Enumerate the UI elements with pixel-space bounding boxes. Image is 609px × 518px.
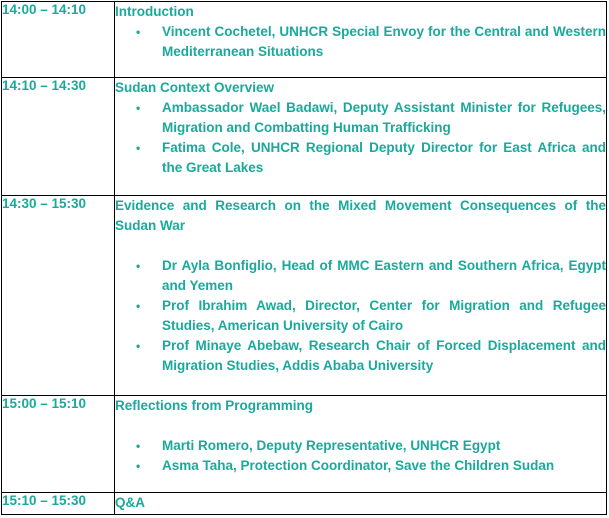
agenda-time: 15:10 – 15:30 [2, 493, 115, 515]
agenda-time: 14:10 – 14:30 [2, 78, 115, 196]
speaker-text: Fatima Cole, UNHCR Regional Deputy Director for East Africa and the Great Lakes [162, 140, 606, 175]
agenda-session [115, 196, 607, 396]
speaker-text: Asma Taha, Protection Coordinator, Save the Children Sudan [162, 458, 555, 473]
session-title: Introduction [115, 4, 194, 19]
session-title: Reflections from Programming [115, 398, 314, 413]
bullet-icon: • [136, 299, 141, 313]
agenda-row [2, 396, 607, 493]
session-title: Evidence and Research on the Mixed Movement Consequences of the Sudan War [115, 198, 606, 233]
speaker-item [115, 456, 606, 476]
session-title: Q&A [115, 495, 145, 510]
agenda-row [2, 196, 607, 396]
agenda-body [2, 2, 607, 515]
speaker-item [115, 336, 606, 376]
speaker-item [115, 98, 606, 138]
agenda-session [115, 78, 607, 196]
spacer [115, 416, 606, 436]
speaker-item [115, 138, 606, 178]
bullet-icon: • [136, 259, 141, 273]
bullet-icon: • [136, 339, 141, 353]
bullet-icon: • [136, 25, 141, 39]
agenda-session [115, 2, 607, 78]
agenda-session [115, 396, 607, 493]
agenda-table [1, 1, 607, 515]
agenda-time: 14:30 – 15:30 [2, 196, 115, 396]
agenda-session [115, 493, 607, 515]
bullet-icon: • [136, 101, 141, 115]
session-title: Sudan Context Overview [115, 80, 275, 95]
speaker-text: Dr Ayla Bonfiglio, Head of MMC Eastern and Southern Africa, Egypt and Yemen [162, 258, 606, 293]
speaker-text: Ambassador Wael Badawi, Deputy Assistant Minister for Refugees, Migration and Combatting Human Trafficking [162, 100, 606, 135]
speaker-item [115, 256, 606, 296]
agenda-row [2, 2, 607, 78]
speaker-list [115, 436, 606, 476]
speaker-text: Marti Romero, Deputy Representative, UNHCR Egypt [162, 438, 501, 453]
speaker-list [115, 22, 606, 62]
speaker-text: Prof Ibrahim Awad, Director, Center for Migration and Refugee Studies, American University of Cairo [162, 298, 606, 333]
agenda-time: 15:00 – 15:10 [2, 396, 115, 493]
speaker-list [115, 256, 606, 376]
speaker-text: Vincent Cochetel, UNHCR Special Envoy for the Central and Western Mediterranean Situations [162, 24, 606, 59]
speaker-item [115, 436, 606, 456]
speaker-item [115, 296, 606, 336]
bullet-icon: • [136, 141, 141, 155]
speaker-list [115, 98, 606, 178]
bullet-icon: • [136, 459, 141, 473]
speaker-item [115, 22, 606, 62]
agenda-time: 14:00 – 14:10 [2, 2, 115, 78]
agenda-row [2, 78, 607, 196]
speaker-text: Prof Minaye Abebaw, Research Chair of Forced Displacement and Migration Studies, Addis Ababa University [162, 338, 606, 373]
bullet-icon: • [136, 439, 141, 453]
spacer [115, 236, 606, 256]
agenda-row [2, 493, 607, 515]
